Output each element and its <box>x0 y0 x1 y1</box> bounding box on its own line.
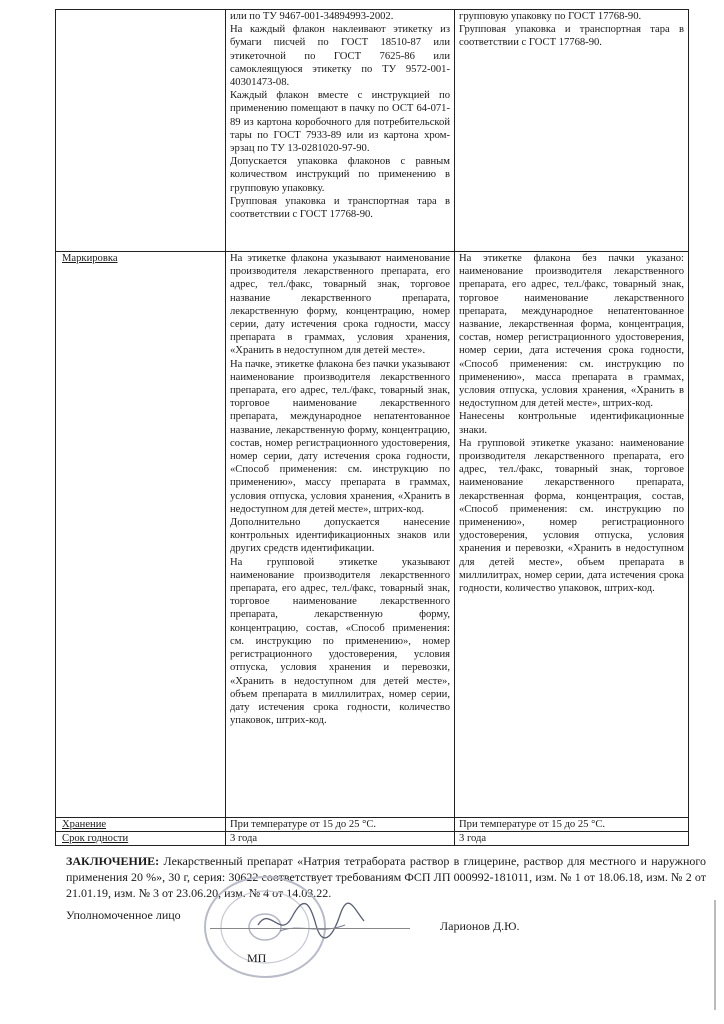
text-paragraph: Дополнительно допускается нанесение контрольных идентификационных знаков или других средств идентификации. <box>230 517 450 555</box>
packaging-spec-cell <box>226 10 455 252</box>
conclusion-block <box>66 853 706 901</box>
specification-table <box>55 9 689 846</box>
shelf-life-result-cell: 3 года <box>455 832 689 846</box>
storage-label: Хранение <box>56 818 226 832</box>
text-paragraph: Допускается упаковка флаконов с равным количеством инструкций по применению в групповую упаковку. <box>230 156 450 194</box>
text-paragraph: Групповая упаковка и транспортная тара в соответствии с ГОСТ 17768-90. <box>230 195 450 221</box>
signature-line <box>210 928 410 929</box>
marking-result-cell <box>455 252 689 818</box>
scan-edge-mark <box>714 900 716 1010</box>
storage-spec-cell: При температуре от 15 до 25 °С. <box>226 818 455 832</box>
text-paragraph: На каждый флакон наклеивают этикетку из бумаги писчей по ГОСТ 18510-87 или этикеточной по ГОСТ 7625-86 или самоклеящуюся этикетку по ТУ 9572-001-40301473-08. <box>230 24 450 89</box>
signatory-name: Ларионов Д.Ю. <box>440 919 520 933</box>
table-row-marking <box>56 252 689 818</box>
storage-result-cell: При температуре от 15 до 25 °С. <box>455 818 689 832</box>
packaging-result-cell <box>455 10 689 252</box>
authorized-person-label: Уполномоченное лицо <box>66 908 181 922</box>
text-paragraph: На групповой этикетке указывают наименование производителя лекарственного препарата, его адрес, тел./факс, товарный знак, торговое наименование лекарственного препарата, лекарственную форму, концентрацию, состав, «Способ применения: см. инструкцию по применению», номер регистрационного удостоверения, условия отпуска, условия хранения и перевозки, «Хранить в недоступном для детей месте», объем препарата в миллилитрах, номер серии, дату истечения срока годности, количество упаковок, штрих-код. <box>230 556 450 727</box>
shelf-life-label: Срок годности <box>56 832 226 846</box>
text-paragraph: или по ТУ 9467-001-34894993-2002. <box>230 11 394 22</box>
text-paragraph: На групповой этикетке указано: наименование производителя лекарственного препарата, его адрес, тел./факс, товарный знак, торговое наименование лекарственного препарата, лекарственная форма, концентрация, состав, «Способ применения: см. инструкцию по применению», номер регистрационного удостоверения, условия отпуска, условия хранения и перевозки, «Хранить в недоступном для детей месте», объем препарата в миллилитрах, номер серии, дата истечения срока годности, количество упаковок, штрих-код. <box>459 437 684 595</box>
table-row-shelf-life <box>56 832 689 846</box>
table-row-packaging <box>56 10 689 252</box>
shelf-life-spec-cell: 3 года <box>226 832 455 846</box>
text-paragraph: Нанесены контрольные идентификационные знаки. <box>459 411 684 436</box>
text-paragraph: На этикетке флакона без пачки указано: наименование производителя лекарственного препарата, его адрес, тел./факс, товарный знак, торговое наименование лекарственного препарата, международное непатентованное название, лекарственная форма, концентрация, состав, номер регистрационного удостоверения, номер серии, дата истечения срока годности, «Способ применения: см. инструкцию по применению», масса препарата в граммах, условия отпуска, условия хранения, «Хранить в недоступном для детей месте», штрих-код. <box>459 253 684 410</box>
text-paragraph: Групповая упаковка и транспортная тара в соответствии с ГОСТ 17768-90. <box>459 24 684 49</box>
packaging-label-cell <box>56 10 226 252</box>
seal-place-mark: МП <box>247 951 267 965</box>
conclusion-text: Лекарственный препарат «Натрия тетрабората раствор в глицерине, раствор для местного и наружного применения 20 %», 30 г, серия: 30622 соответствует требованиям ФСП ЛП 000992-181011, изм. № 1 от 18.06.18, изм. № 2 от 21.01.19, изм. № 3 от 23.06.20, изм. № 4 от 14.03.22. <box>66 854 707 900</box>
text-paragraph: Каждый флакон вместе с инструкцией по применению помещают в пачку по ОСТ 64-071-89 из картона коробочного для потребительской тары по ГОСТ 7933-89 или из картона хром-эрзац по ТУ 13-0281020-97-90. <box>230 90 450 155</box>
marking-label: Маркировка <box>56 252 226 818</box>
text-paragraph: На этикетке флакона указывают наименование производителя лекарственного препарата, его адрес, тел./факс, товарный знак, торговое название лекарственного препарата, лекарственную форму, концентрацию, номер серии, дату истечения срока годности, массу препарата в граммах, условия хранения, «Хранить в недоступном для детей месте». <box>230 253 450 357</box>
text-paragraph: групповую упаковку по ГОСТ 17768-90. <box>459 11 642 22</box>
text-paragraph: На пачке, этикетке флакона без пачки указывают наименование производителя лекарственного препарата, его адрес, тел./факс, товарный знак, торговое наименование лекарственного препарата, международное непатентованное название, лекарственную форму, концентрацию, состав, номер регистрационного удостоверения, номер серии, дату истечения срока годности, «Способ применения: см. инструкцию по применению», массу препарата в граммах, условия отпуска, условия хранения, «Хранить в недоступном для детей месте», штрих-код. <box>230 358 450 515</box>
table-row-storage <box>56 818 689 832</box>
handwritten-signature <box>250 895 370 945</box>
marking-spec-cell <box>226 252 455 818</box>
conclusion-heading: ЗАКЛЮЧЕНИЕ: <box>66 854 160 868</box>
